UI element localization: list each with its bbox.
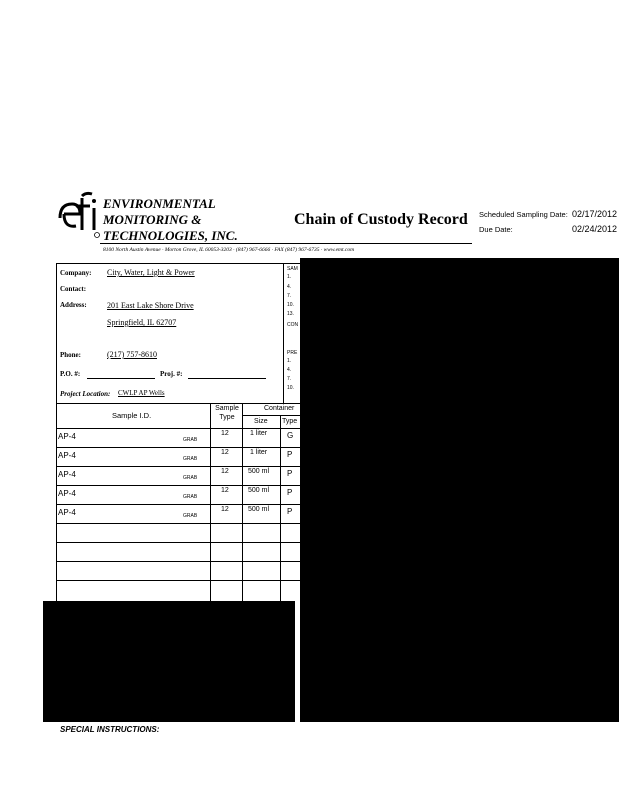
sample-type-cell: 12	[221, 449, 229, 456]
po-label: P.O. #:	[60, 370, 81, 378]
container-type-cell: P	[287, 469, 293, 478]
size-cell: 500 ml	[248, 487, 270, 494]
side-number-1: 1.	[287, 274, 292, 280]
side-label-preservation: PRE	[287, 350, 298, 356]
contact-label: Contact:	[60, 285, 87, 293]
scheduled-date-value: 02/17/2012	[572, 209, 618, 219]
col-header-sample-type: Sample Type	[215, 405, 239, 421]
po-field-line	[87, 378, 155, 379]
size-cell: 500 ml	[248, 506, 270, 513]
side-number-4: 10.	[287, 302, 294, 308]
side-number-3: 7.	[287, 293, 292, 299]
due-date-value: 02/24/2012	[572, 224, 618, 234]
company-label: Company:	[60, 269, 92, 277]
container-type-cell: P	[287, 488, 293, 497]
col-divider-1	[210, 403, 211, 603]
redaction-block-right	[300, 258, 619, 722]
project-location-value: CWLP AP Wells	[118, 389, 165, 397]
side-number-8: 7.	[287, 376, 292, 382]
side-number-5: 13.	[287, 311, 294, 317]
sample-type-cell: 12	[221, 430, 229, 437]
size-cell: 1 liter	[250, 449, 268, 456]
grab-cell: GRAB	[183, 494, 198, 500]
col-divider-3	[280, 415, 281, 603]
grab-cell: GRAB	[183, 456, 198, 462]
col-header-container: Container	[264, 405, 295, 412]
sample-type-cell: 12	[221, 468, 229, 475]
company-logo	[56, 190, 102, 242]
phone-label: Phone:	[60, 351, 81, 359]
sample-id-cell: AP-4	[58, 489, 76, 498]
side-number-7: 4.	[287, 367, 292, 373]
proj-label: Proj. #:	[160, 370, 183, 378]
project-location-label: Project Location:	[60, 390, 111, 398]
form-left-border	[56, 263, 57, 603]
sample-id-cell: AP-4	[58, 432, 76, 441]
header-divider	[100, 243, 472, 244]
side-number-2: 4.	[287, 284, 292, 290]
proj-field-line	[188, 378, 266, 379]
grab-cell: GRAB	[183, 475, 198, 481]
grab-cell: GRAB	[183, 437, 198, 443]
sample-id-cell: AP-4	[58, 451, 76, 460]
side-number-6: 1.	[287, 358, 292, 364]
size-cell: 500 ml	[248, 468, 270, 475]
special-instructions-label: SPECIAL INSTRUCTIONS:	[60, 725, 160, 734]
company-name-line3: TECHNOLOGIES, INC.	[103, 228, 238, 243]
col-header-type: Type	[282, 418, 298, 425]
address-label: Address:	[60, 301, 87, 309]
size-cell: 1 liter	[250, 430, 268, 437]
due-date-label: Due Date:	[479, 225, 513, 234]
address-line: 8100 North Austin Avenue · Morton Grove, IL 60053-3203 · (847) 967-6666 · FAX (847) 967-6735 · www.emt.com	[103, 247, 355, 253]
grab-cell: GRAB	[183, 513, 198, 519]
col-divider-2	[242, 403, 243, 603]
page-title: Chain of Custody Record	[294, 211, 468, 228]
side-label-sample: SAM	[287, 266, 298, 272]
redaction-block-bottom-left	[43, 601, 295, 722]
side-number-9: 10.	[287, 385, 294, 391]
address-line1: 201 East Lake Shore Drive	[107, 301, 194, 310]
container-type-cell: G	[287, 431, 294, 440]
container-type-cell: P	[287, 507, 293, 516]
col-header-sample-id: Sample I.D.	[112, 411, 152, 420]
sample-type-cell: 12	[221, 487, 229, 494]
sample-id-cell: AP-4	[58, 508, 76, 517]
container-type-cell: P	[287, 450, 293, 459]
sample-type-cell: 12	[221, 506, 229, 513]
side-label-container: CON	[287, 322, 299, 328]
scheduled-date-label: Scheduled Sampling Date:	[479, 210, 568, 219]
container-sub-divider	[242, 415, 300, 416]
phone-value: (217) 757-8610	[107, 350, 157, 359]
sample-id-cell: AP-4	[58, 470, 76, 479]
info-right-border	[283, 263, 284, 403]
col-header-size: Size	[254, 418, 268, 425]
company-value: City, Water, Light & Power	[107, 268, 195, 277]
company-name-line1: ENVIRONMENTAL	[103, 196, 216, 211]
company-name-line2: MONITORING &	[103, 212, 202, 227]
address-line2: Springfield, IL 62707	[107, 318, 177, 327]
